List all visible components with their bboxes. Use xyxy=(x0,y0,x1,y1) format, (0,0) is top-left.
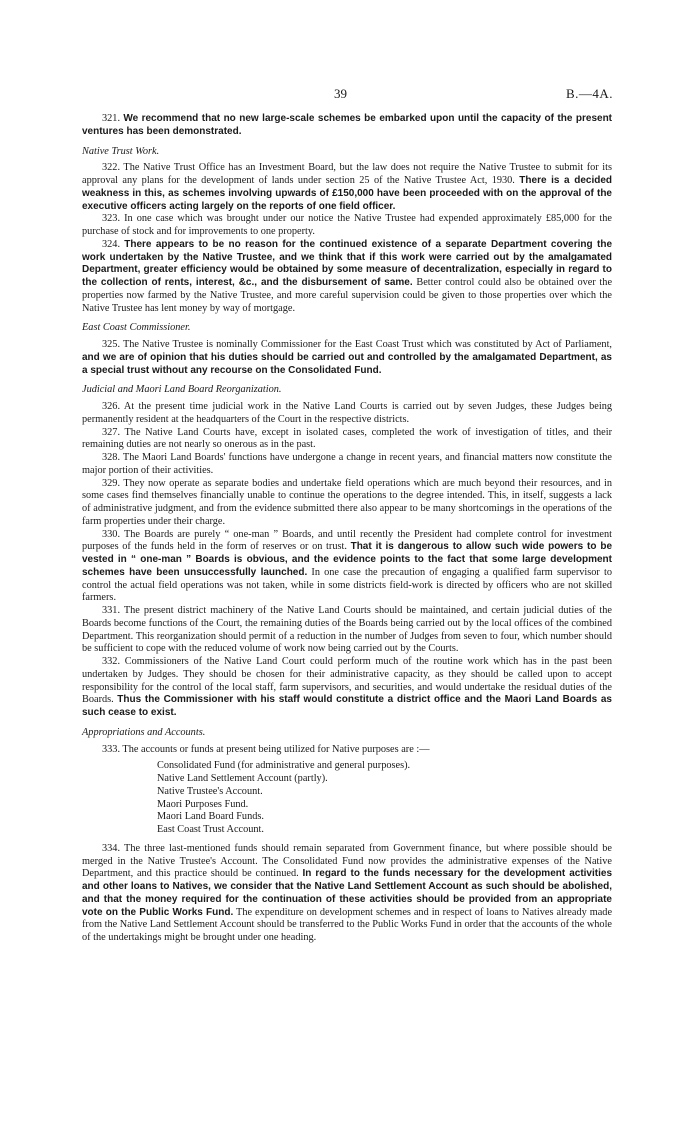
accounts-list xyxy=(157,760,612,837)
paragraph-323 xyxy=(82,213,612,239)
paragraph-number: 322. xyxy=(102,162,121,174)
list-item: Maori Land Board Funds. xyxy=(157,811,264,823)
section-heading-native-trust-work: Native Trust Work. xyxy=(82,145,160,157)
paragraph-330 xyxy=(82,529,612,606)
body-text: The Boards are purely “ one-man ” Boards, and until recently the President had complete control for investment purposes of the funds held in the form of reserves or on trust. xyxy=(82,528,612,553)
list-item: Maori Purposes Fund. xyxy=(157,798,249,810)
body-text: Better control could also be obtained over the properties now farmed by the Native Trustee, and more careful supervision could be given to those properties over which the Native Trustee has lent money by way of mortgage. xyxy=(82,277,613,314)
paragraph-number: 321. xyxy=(102,113,121,124)
body-text: The Native Land Courts have, except in isolated cases, completed the work of investigation of titles, and their remaining duties are not nearly so onerous as in the past. xyxy=(82,426,613,451)
paragraph-number: 327. xyxy=(102,426,121,438)
body-text: The Native Trustee is nominally Commissioner for the East Coast Trust which was constituted by Act of Parliament, xyxy=(122,339,613,350)
bold-text: There appears to be no reason for the continued existence of a separate Department covering the work undertaken by the Native Trustee, and we think that if this work were carried out by the amalgamated Department, greater efficiency would be obtained by some measure of decentralization, especially in regard to the collection of rents, interest, &c., and the disbursement of same. xyxy=(82,238,613,288)
page-body xyxy=(82,113,612,945)
paragraph-number: 323. xyxy=(102,213,121,225)
body-text: Commissioners of the Native Land Court could perform much of the routine work which has in the past been undertaken by Judges. They should be chosen for their administrative capacity, as they should be called upon to accept responsibility for the control of the local staff, farm supervisors, and securities, and would undertake the residual duties of the Boards. xyxy=(82,656,613,706)
paragraph-333 xyxy=(82,744,612,757)
list-item: East Coast Trust Account. xyxy=(157,824,264,835)
body-text: The Native Trust Office has an Investment Board, but the law does not require the Native Trustee to submit for its approval any plans for the development of lands under section 25 of the Native Trustee Act, 1930. xyxy=(82,162,612,186)
body-text: The present district machinery of the Native Land Courts should be maintained, and certain judicial duties of the Boards become functions of the Court, the remaining duties of the Boards being carried out by the local offices of the combined Department. This reorganization should permit of a reduction in the number of Judges from seven to four, which number should be sufficient to cope with the reduced volume of work now being carried out by the Courts. xyxy=(82,605,613,655)
paragraph-number: 324. xyxy=(102,238,121,250)
paragraph-number: 334. xyxy=(102,842,121,854)
paragraph-324 xyxy=(82,239,612,316)
section-heading-appropriations: Appropriations and Accounts. xyxy=(82,726,206,738)
body-text: The three last-mentioned funds should remain separated from Government finance, but where possible should be merged in the Native Trustee's Account. The Consolidated Fund now provides the administrative expenses of the Native Department, and this practice should be continued. xyxy=(82,842,612,880)
paragraph-number: 325. xyxy=(102,339,121,350)
paragraph-331 xyxy=(82,605,612,656)
paragraph-number: 328. xyxy=(102,452,121,463)
bold-text: There is a decided weakness in this, as schemes involving upwards of £150,000 have been proceeded with on the approval of the executive officers acting largely on the reports of one field officer. xyxy=(82,175,613,212)
paragraph-number: 333. xyxy=(102,743,121,755)
paragraph-325 xyxy=(82,339,612,377)
body-text: The expenditure on development schemes and in respect of loans to Natives already made from the Native Land Settlement Account should be transferred to the Public Works Fund in order that the accounts of the whole of the undertakings might be brought under one heading. xyxy=(82,906,613,943)
body-text: The Maori Land Boards' functions have undergone a change in recent years, and financial matters now constitute the major portion of their activities. xyxy=(82,452,612,476)
paragraph-number: 326. xyxy=(102,401,121,412)
paragraph-321 xyxy=(82,113,612,139)
paragraph-329 xyxy=(82,478,612,529)
paragraph-number: 329. xyxy=(102,477,121,489)
bold-text: We recommend that no new large-scale schemes be embarked upon until the capacity of the present ventures has been demonstrated. xyxy=(82,113,613,137)
paragraph-334 xyxy=(82,843,612,945)
paragraph-number: 331. xyxy=(102,605,121,616)
page-number: 39 xyxy=(334,86,347,101)
paragraph-322 xyxy=(82,162,612,213)
paragraph-327 xyxy=(82,427,612,453)
paragraph-332 xyxy=(82,656,612,720)
body-text: The accounts or funds at present being utilized for Native purposes are :— xyxy=(122,743,430,755)
list-item: Consolidated Fund (for administrative and general purposes). xyxy=(157,760,411,772)
body-text: In one case the precaution of engaging a qualified farm supervisor to control the actual field operations was not taken, while in some districts field-work is directed by officers who are not skilled farmers. xyxy=(82,566,612,604)
paragraph-number: 332. xyxy=(102,656,121,667)
bold-text: In regard to the funds necessary for the development activities and other loans to Natives, we consider that the Native Land Settlement Account as such should be abolished, and that the money required for the continuation of these activities should be provided from an appropriate vote on the Public Works Fund. xyxy=(82,868,613,918)
body-text: In one case which was brought under our notice the Native Trustee had expended approximately £85,000 for the purchase of stock and for improvements to one property. xyxy=(82,213,612,237)
list-item: Native Land Settlement Account (partly). xyxy=(157,773,328,784)
bold-text: That it is dangerous to allow such wide powers to be vested in “ one-man ” Boards is obvious, and the evidence points to the fact that some large development schemes have been unsuccessfully launched. xyxy=(82,541,613,578)
body-text: They now operate as separate bodies and undertake field operations which are much beyond their resources, and in some cases find themselves financially unable to continue the operations to the degree intended. This, in itself, suggests a lack of administrative judgment, and from the evidence submitted there also appear to be many shortcomings in the operations of the farm properties under their charge. xyxy=(82,477,613,527)
document-reference: B.—4A. xyxy=(565,86,613,101)
paragraph-326 xyxy=(82,401,612,427)
bold-text: and we are of opinion that his duties should be carried out and controlled by the amalgamated Department, as a special trust without any recourse on the Consolidated Fund. xyxy=(82,351,612,376)
section-heading-east-coast-commissioner: East Coast Commissioner. xyxy=(82,322,191,334)
list-item: Native Trustee's Account. xyxy=(157,785,263,797)
section-heading-judicial-reorganization: Judicial and Maori Land Board Reorganization. xyxy=(82,384,282,396)
body-text: At the present time judicial work in the Native Land Courts is carried out by seven Judges, these Judges being permanently resident at the headquarters of the Court in the respective districts. xyxy=(82,401,612,425)
paragraph-328 xyxy=(82,452,612,478)
bold-text: Thus the Commissioner with his staff would constitute a district office and the Maori Land Boards as such cease to exist. xyxy=(82,694,612,718)
paragraph-number: 330. xyxy=(102,528,121,540)
